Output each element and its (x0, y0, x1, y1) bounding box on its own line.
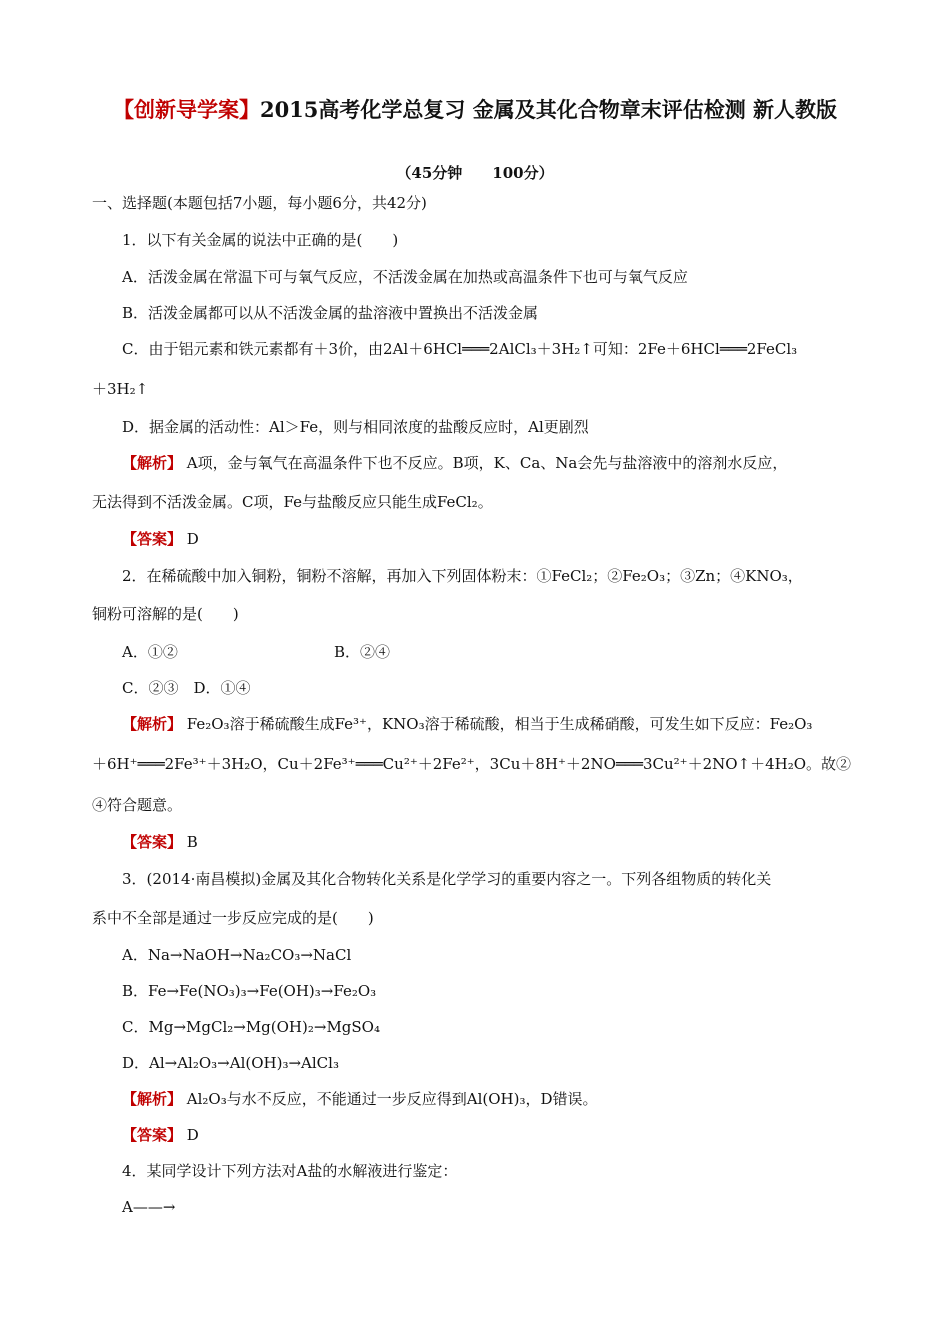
q3-stem-line1: 3．(2014·南昌模拟)金属及其化合物转化关系是化学学习的重要内容之一。下列各组物质的转化关 (122, 870, 772, 888)
answer-text: D (182, 530, 199, 548)
q2-options-cd: C．②③ D．①④ (122, 679, 251, 697)
q2-option-a: A．①② (122, 643, 178, 661)
answer-tag: 【答案】 (122, 1126, 183, 1144)
q2-explanation-line1 (122, 713, 892, 735)
q1-option-c-line1: C．由于铝元素和铁元素都有＋3价，由2Al＋6HCl═══2AlCl₃＋3H₂↑可知：2Fe＋6HCl═══2FeCl₃ (122, 340, 798, 358)
q2-explanation-line3: ④符合题意。 (92, 796, 183, 814)
q3-option-a: A．Na→NaOH→Na₂CO₃→NaCl (122, 946, 352, 964)
q3-stem-line2: 系中不全部是通过一步反应完成的是( ) (92, 909, 374, 927)
q1-option-c-line2: ＋3H₂↑ (92, 380, 149, 398)
answer-tag: 【答案】 (122, 530, 183, 548)
q2-explanation-line2: ＋6H⁺═══2Fe³⁺＋3H₂O，Cu＋2Fe³⁺═══Cu²⁺＋2Fe²⁺，3Cu＋8H⁺＋2NO═══3Cu²⁺＋2NO↑＋4H₂O。故② (92, 755, 852, 773)
answer-text: D (182, 1126, 199, 1144)
q3-answer (122, 1124, 892, 1146)
q2-option-b: B．②④ (334, 643, 391, 661)
q4-reaction-line: A——→ (122, 1198, 176, 1216)
q1-explanation-line1 (122, 452, 892, 474)
q2-stem-line2: 铜粉可溶解的是( ) (92, 605, 239, 623)
q1-option-a: A．活泼金属在常温下可与氧气反应，不活泼金属在加热或高温条件下也可与氧气反应 (122, 268, 688, 286)
q3-option-c: C．Mg→MgCl₂→Mg(OH)₂→MgSO₄ (122, 1018, 380, 1036)
q1-option-b: B．活泼金属都可以从不活泼金属的盐溶液中置换出不活泼金属 (122, 304, 539, 322)
q4-stem: 4．某同学设计下列方法对A盐的水解液进行鉴定： (122, 1162, 458, 1180)
q3-explanation (122, 1088, 892, 1110)
q1-stem: 1．以下有关金属的说法中正确的是( ) (122, 231, 399, 249)
explanation-text: Al₂O₃与水不反应，不能通过一步反应得到Al(OH)₃，D错误。 (182, 1090, 598, 1108)
section-heading: 一、选择题(本题包括7小题，每小题6分，共42分) (92, 194, 427, 212)
q3-option-d: D．Al→Al₂O₃→Al(OH)₃→AlCl₃ (122, 1054, 339, 1072)
explanation-tag: 【解析】 (122, 454, 183, 472)
explanation-tag: 【解析】 (122, 715, 183, 733)
q2-answer (122, 831, 892, 853)
explanation-text: A项，金与氧气在高温条件下也不反应。B项，K、Ca、Na会先与盐溶液中的溶剂水反应， (182, 454, 788, 472)
explanation-text: Fe₂O₃溶于稀硫酸生成Fe³⁺，KNO₃溶于稀硫酸，相当于生成稀硝酸，可发生如下反应：Fe₂O₃ (182, 715, 813, 733)
answer-tag: 【答案】 (122, 833, 183, 851)
q1-option-d: D．据金属的活动性：Al＞Fe，则与相同浓度的盐酸反应时，Al更剧烈 (122, 418, 589, 436)
q2-stem-line1: 2．在稀硫酸中加入铜粉，铜粉不溶解，再加入下列固体粉末：①FeCl₂；②Fe₂O₃；③Zn；④KNO₃， (122, 567, 803, 585)
answer-text: B (182, 833, 198, 851)
title-bracket: 【创新导学案】 (112, 97, 260, 122)
title-text: 2015高考化学总复习 金属及其化合物章末评估检测 新人教版 (259, 97, 838, 122)
document-title (90, 92, 860, 128)
time-score-subtitle: （45分钟 100分） (396, 164, 554, 182)
q3-option-b: B．Fe→Fe(NO₃)₃→Fe(OH)₃→Fe₂O₃ (122, 982, 377, 1000)
explanation-tag: 【解析】 (122, 1090, 183, 1108)
q2-options-ab (122, 641, 892, 663)
q1-explanation-line2: 无法得到不活泼金属。C项，Fe与盐酸反应只能生成FeCl₂。 (92, 493, 493, 511)
q1-answer (122, 528, 892, 550)
